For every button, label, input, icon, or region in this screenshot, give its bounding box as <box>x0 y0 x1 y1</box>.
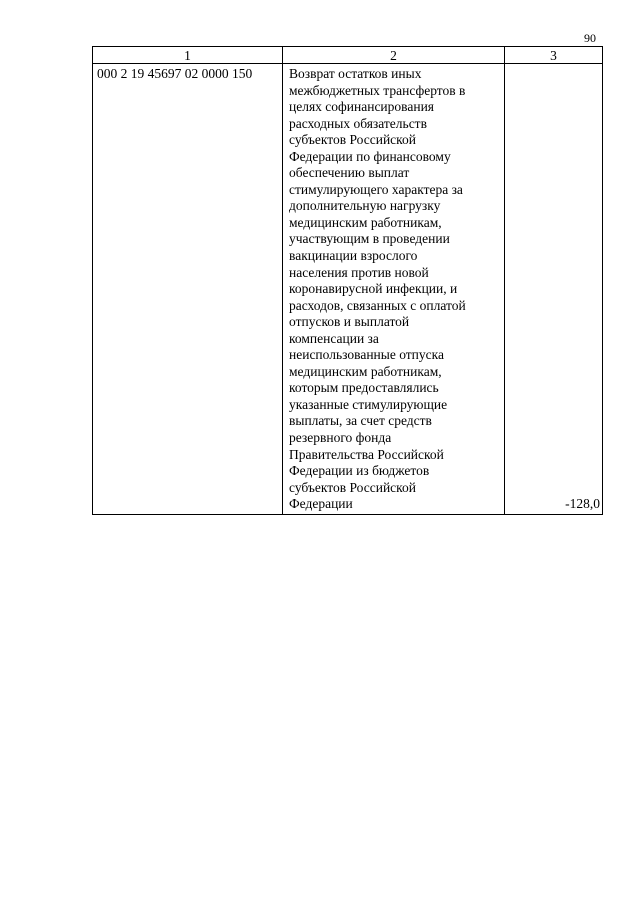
description-line: обеспечению выплат <box>289 165 410 181</box>
description-line: субъектов Российской <box>289 479 417 495</box>
description-line: стимулирующего характера за <box>289 181 463 197</box>
budget-code-cell: 000 2 19 45697 02 0000 150 <box>93 64 283 515</box>
description-line: населения против новой <box>289 264 429 280</box>
description-line: расходных обязательств <box>289 115 427 131</box>
table-header-row <box>93 47 603 64</box>
table-row <box>93 64 603 515</box>
description-line: выплаты, за счет средств <box>289 413 432 429</box>
description-line: Федерации по финансовому <box>289 148 451 164</box>
description-line: коронавирусной инфекции, и <box>289 281 458 297</box>
description-line: участвующим в проведении <box>289 231 450 247</box>
description-line: Федерации <box>289 496 353 512</box>
description-line: резервного фонда <box>289 430 392 446</box>
column-header-1: 1 <box>93 47 283 64</box>
description-line: Возврат остатков иных <box>289 66 422 81</box>
description-line: дополнительную нагрузку <box>289 198 441 214</box>
description-line: субъектов Российской <box>289 132 417 148</box>
description-line: Федерации из бюджетов <box>289 463 430 479</box>
description-line: целях софинансирования <box>289 99 435 115</box>
column-header-3: 3 <box>505 47 603 64</box>
description-line: неиспользованные отпуска <box>289 347 444 363</box>
amount-cell: -128,0 <box>505 64 603 515</box>
column-header-2: 2 <box>283 47 505 64</box>
description-line: вакцинации взрослого <box>289 248 418 264</box>
description-line: которым предоставлялись <box>289 380 439 396</box>
description-line: медицинским работникам, <box>289 363 442 379</box>
description-line: расходов, связанных с оплатой <box>289 297 466 313</box>
description-line: компенсации за <box>289 330 379 346</box>
page-number: 90 <box>584 31 596 45</box>
description-cell <box>283 64 505 515</box>
budget-table <box>92 46 603 515</box>
description-line: медицинским работникам, <box>289 214 442 230</box>
description-line: Правительства Российской <box>289 446 444 462</box>
description-line: отпусков и выплатой <box>289 314 410 330</box>
description-line: указанные стимулирующие <box>289 396 448 412</box>
description-line: межбюджетных трансфертов в <box>289 82 466 98</box>
